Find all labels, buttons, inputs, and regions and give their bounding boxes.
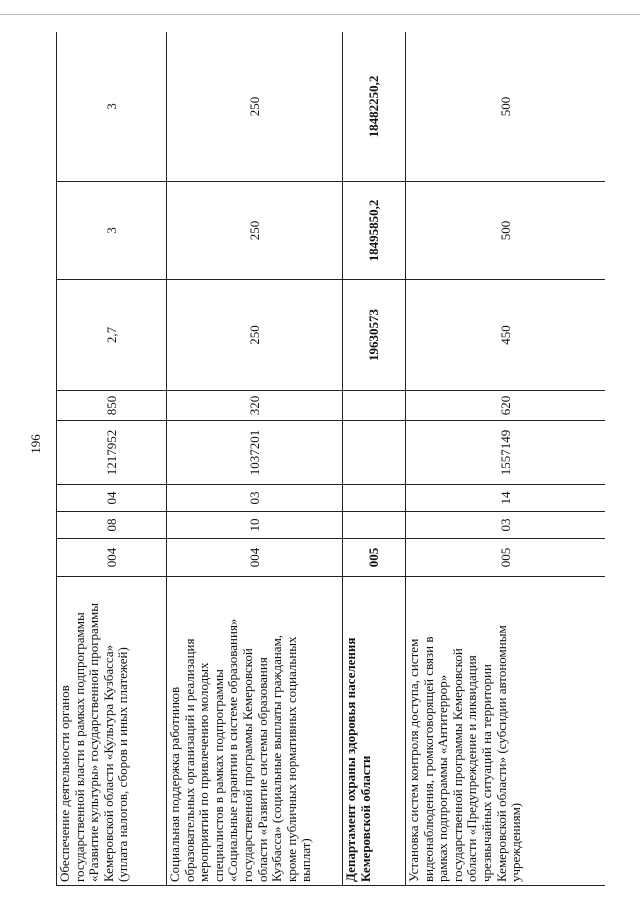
subsection-code: 14 [406,485,606,512]
section-code: 10 [167,512,343,539]
section-code: 08 [57,512,167,539]
section-code [343,512,406,539]
amount-year-2: 500 [406,182,606,280]
scan-top-line [0,14,640,15]
page-number: 196 [28,434,43,454]
table-container [56,32,605,886]
ministry-code: 005 [406,539,606,577]
expense-type-code: 850 [57,391,167,421]
target-article-code [343,421,406,485]
amount-year-2: 250 [167,182,343,280]
amount-year-2: 18495850,2 [343,182,406,280]
amount-year-1: 2,7 [57,280,167,391]
table-row [57,32,167,886]
amount-year-3: 18482250,2 [343,32,406,182]
subsection-code: 03 [167,485,343,512]
budget-table [56,32,605,886]
rotated-table-frame [56,32,605,886]
amount-year-1: 250 [167,280,343,391]
ministry-code: 004 [57,539,167,577]
amount-year-1: 450 [406,280,606,391]
table-row [406,32,606,886]
target-article-code: 1037201 [167,421,343,485]
ministry-code: 004 [167,539,343,577]
section-code: 03 [406,512,606,539]
amount-year-1: 19630573 [343,280,406,391]
table-row [167,32,343,886]
row-description: Департамент охраны здоровья населения Кемеровской области [343,577,406,886]
amount-year-2: 3 [57,182,167,280]
ministry-code: 005 [343,539,406,577]
target-article-code: 1217952 [57,421,167,485]
subsection-code: 04 [57,485,167,512]
expense-type-code: 620 [406,391,606,421]
subsection-code [343,485,406,512]
expense-type-code: 320 [167,391,343,421]
amount-year-3: 3 [57,32,167,182]
amount-year-3: 250 [167,32,343,182]
expense-type-code [343,391,406,421]
amount-year-3: 500 [406,32,606,182]
target-article-code: 1557149 [406,421,606,485]
row-description: Обеспечение деятельности органов государственной власти в рамках подпрограммы «Развитие культуры» государственной программы Кемеровской области «Культура Кузбасса» (уплата налогов, сборов и иных платежей) [57,577,167,886]
row-description: Социальная поддержка работников образовательных организаций и реализация мероприятий по привлечению молодых специалистов в рамках подпрограммы «Социальные гарантии в системе образования» государственной программы Кемеровской области «Развитие системы образования Кузбасса» (социальные выплаты гражданам, кроме публичных нормативных социальных выплат) [167,577,343,886]
table-row [343,32,406,886]
table-body [57,32,606,886]
row-description: Установка систем контроля доступа, систем видеонаблюдения, громкоговорящей связи в рамках подпрограммы «Антитеррор» государственной программы Кемеровской области «Предупреждение и ликвидация чрезвычайных ситуаций на территории Кемеровской области» (субсидии автономным учреждениям) [406,577,606,886]
